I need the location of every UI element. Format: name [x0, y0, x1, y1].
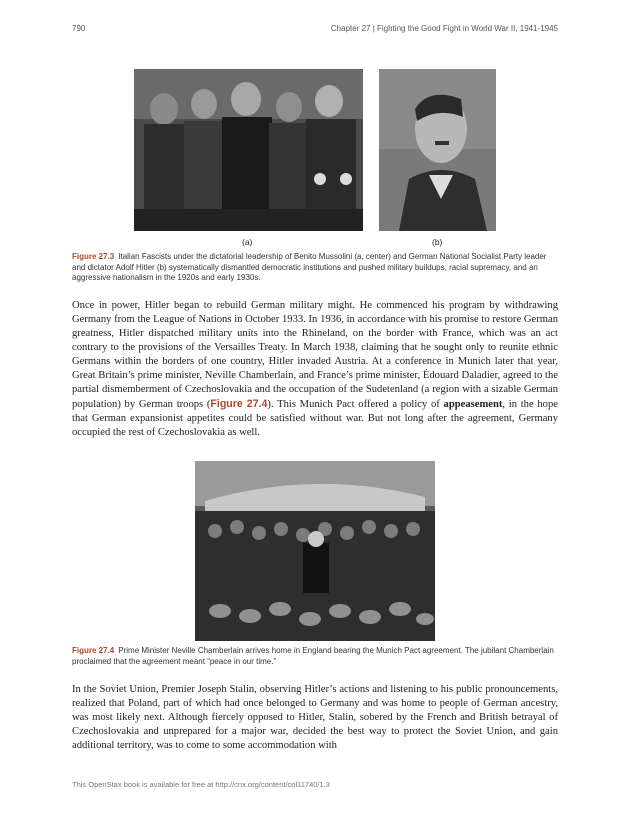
figure-27-3-caption [72, 252, 558, 284]
key-term-appeasement: appeasement [443, 399, 503, 410]
photo-mussolini [134, 69, 363, 231]
paragraph-1-text-b: ). This Munich Pact offered a policy of [267, 399, 444, 410]
figure-27-3-label-b: (b) [432, 237, 443, 247]
paragraph-2: In the Soviet Union, Premier Joseph Stalin, observing Hitler’s actions and listening to his public pronouncements, realized that Poland, part of which had once belonged to Germany and was home to people of German ancestry, was most likely next. Although fiercely opposed to Hitler, Stalin, sobered by the French and British betrayal of Czechoslovakia and unprepared for a major war, decided the best way to protect the Soviet Union, and gain additional territory, was to come to some accommodation with [72, 684, 558, 751]
paragraph-1 [72, 299, 558, 440]
figure-27-4-link[interactable]: Figure 27.4 [210, 398, 268, 410]
page-number: 790 [72, 24, 86, 33]
figure-27-4-caption-text: Prime Minister Neville Chamberlain arrives home in England bearing the Munich Pact agreement. The jubilant Chamberlain proclaimed that the agreement meant “peace in our time.” [72, 646, 554, 666]
paragraph-1-text-a: Once in power, Hitler began to rebuild German military might. He commenced his program by withdrawing Germany from the League of Nations in October 1933. In 1936, in accordance with his promise to restore German greatness, Hitler dispatched military units into the Rhineland, on the border with France, which was an act contrary to the provisions of the Versailles Treaty. In March 1938, claiming that he sought only to reunite ethnic Germans within the borders of one country, Hitler invaded Austria. At a conference in Munich later that year, Great Britain’s prime minister, Neville Chamberlain, and France’s prime minister, Édouard Daladier, agreed to the partial dismemberment of Czechoslovakia and the occupation of the Sudetenland (a region with a sizable German population) by German troops ( [72, 300, 558, 410]
paragraph-1-text-c: , in the hope that German expansionist appetites could be satisfied without war. But not long after the agreement, Germany occupied the rest of Czechoslovakia as well. [72, 399, 558, 438]
figure-27-4-caption-label: Figure 27.4 [72, 646, 115, 655]
photo-hitler [379, 69, 496, 231]
figure-27-3-label-a: (a) [242, 237, 253, 247]
figure-27-3-caption-label: Figure 27.3 [72, 252, 115, 261]
chapter-header: Chapter 27 | Fighting the Good Fight in World War II, 1941-1945 [330, 24, 558, 33]
figure-27-4-caption [72, 646, 558, 667]
photo-chamberlain [195, 461, 435, 641]
figure-27-3-caption-text: Italian Fascists under the dictatorial leadership of Benito Mussolini (a, center) and German National Socialist Party leader and dictator Adolf Hitler (b) systematically dismantled democratic institutions and pushed military buildups, racial supremacy, and an aggressive nationalism in the 1920s and early 1930s. [72, 252, 547, 282]
footer: This OpenStax book is available for free at http://cnx.org/content/col11740/1.3 [72, 780, 330, 789]
